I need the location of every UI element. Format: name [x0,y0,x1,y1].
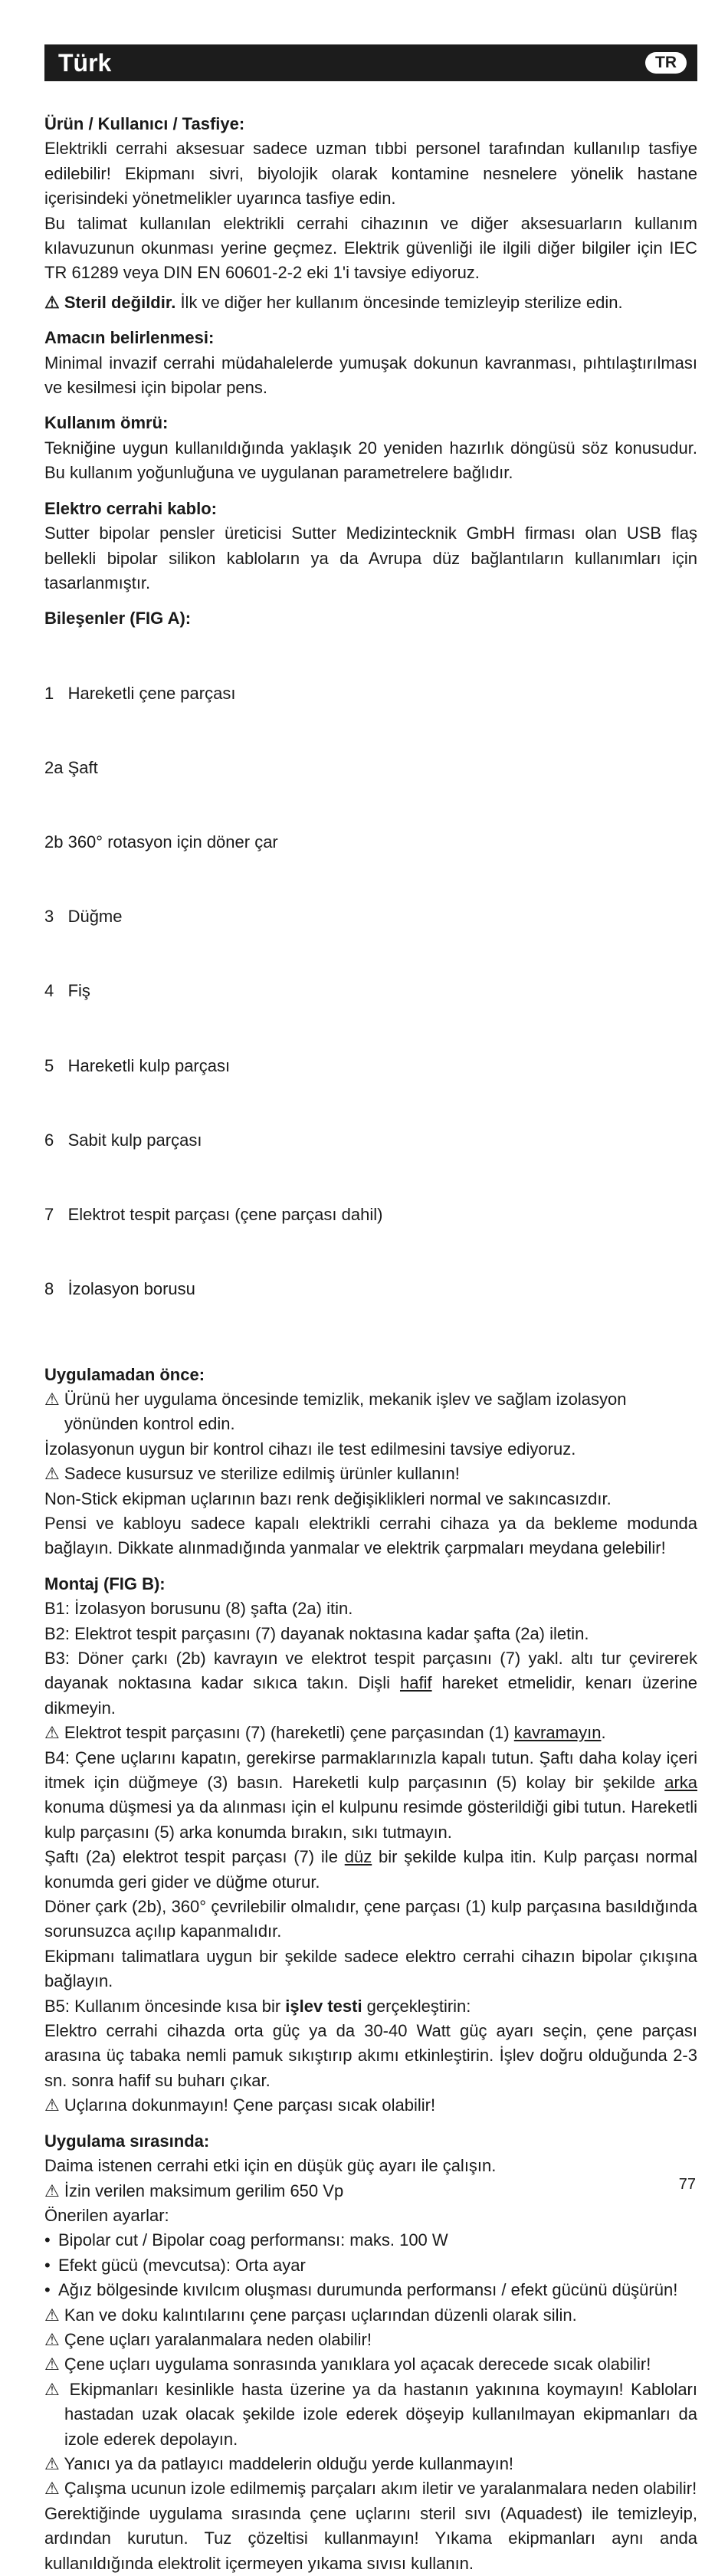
step-text: B3: Döner çarkı (2b) kavrayın ve elektrot tespit parçasını (7) yakl. altı tur çevirerek dayanak noktasına kadar sıkıca takın. Dişli [44,1648,697,1693]
warning-paragraph: ⚠ Çalışma ucunun izole edilmemiş parçaları akım iletir ve yaralanmalara neden olabilir! [44,2479,697,2499]
warning-paragraph: ⚠ Sadece kusursuz ve sterilize edilmiş ürünler kullanın! [44,1464,460,1484]
warning-paragraph: ⚠ Kan ve doku kalıntılarını çene parçası uçlarından düzenli olarak silin. [44,2305,577,2325]
paragraph: Daima istenen cerrahi etki için en düşük güç ayarı ile çalışın. [44,2156,497,2176]
warning-paragraph: ⚠ Ekipmanları kesinlikle hasta üzerine ya da hastanın yakınına koymayın! Kabloları hastadan uzak olacak şekilde izole ederek döşeyip kullanılmayan ekipmanları da izole ederek depolayın. [44,2379,697,2449]
paragraph: Bu talimat kullanılan elektrikli cerrahi cihazının ve diğer aksesuarların kullanım kılavuzunun okunması yerine geçmez. Elektrik güvenliği ile ilgili diğer bilgiler için IEC TR 61289 veya DIN EN 60601-2-2 eki 1'i tavsiye ediyoruz. [44,213,697,283]
list-item: 7 Elektrot tespit parçası (çene parçası dahil) [44,1205,383,1225]
section-during-use [44,2129,697,2576]
paragraph: Önerilen ayarlar: [44,2205,169,2225]
section-heading: Bileşenler (FIG A): [44,609,192,628]
section-assembly [44,1572,697,2118]
paragraph-text: Şaftı (2a) elektrot tespit parçası (7) ile [44,1847,345,1867]
list-item: 1 Hareketli çene parçası [44,683,236,703]
list-item: • Efekt gücü (mevcutsa): Orta ayar [44,2253,697,2278]
paragraph: Ekipmanı talimatlara uygun bir şekilde sadece elektro cerrahi cihazın bipolar çıkışına bağlayın. [44,1946,697,1991]
section-electrosurgical-cable [44,497,697,596]
warning-text: . [601,1723,606,1743]
section-product-user-disposal [44,112,697,315]
list-item: 2b 360° rotasyon için döner çar [44,832,278,852]
language-header-bar [44,44,697,81]
paragraph: Pensi ve kabloyu sadece kapalı elektrikli cerrahi cihaza ya da bekleme modunda bağlayın. Dikkate alınmadığında yanmalar ve elektrik çarpmaları meydana gelebilir! [44,1513,697,1558]
warning-paragraph: ⚠ Çene uçları yaralanmalara neden olabilir! [44,2329,372,2349]
component-list [44,632,697,1352]
list-item: • Bipolar cut / Bipolar coag performansı: maks. 100 W [44,2228,697,2253]
warning-paragraph: ⚠ Çene uçları uygulama sonrasında yanıklara yol açacak derecede sıcak olabilir! [44,2354,651,2374]
language-title: Türk [58,49,112,77]
list-item: 4 Fiş [44,981,90,1001]
warning-bold-text: ⚠ Steril değildir. [44,292,176,312]
step-b3 [44,1646,697,1721]
list-item: 6 Sabit kulp parçası [44,1130,202,1150]
underlined-text: hafif [399,1673,432,1693]
warning-paragraph: ⚠ İzin verilen maksimum gerilim 650 Vp [44,2181,344,2200]
section-components [44,606,697,1351]
section-heading: Montaj (FIG B): [44,1573,166,1593]
paragraph: İzolasyonun uygun bir kontrol cihazı ile test edilmesini tavsiye ediyoruz. [44,1439,576,1459]
section-heading: Amacın belirlenmesi: [44,328,215,348]
warning-paragraph: ⚠ Uçlarına dokunmayın! Çene parçası sıcak olabilir! [44,2095,436,2115]
warning-text: İlk ve diğer her kullanım öncesinde temizleyip sterilize edin. [175,292,623,312]
step-b4 [44,1746,697,1846]
paragraph: Tekniğine uygun kullanıldığında yaklaşık 20 yeniden hazırlık döngüsü söz konusudur. Bu kullanım yoğunluğuna ve uygulanan parametrelere bağlıdır. [44,438,697,483]
paragraph: Elektrikli cerrahi aksesuar sadece uzman tıbbi personel tarafından kullanılıp tasfiye edilebilir! Ekipmanı sivri, biyolojik olarak kontamine nesnelere yönelik hastane içerisindeki yönetmelikler uyarınca tasfiye edin. [44,139,697,208]
section-service-life [44,411,697,485]
step-b5 [44,1994,697,2019]
section-intended-use [44,326,697,400]
list-item: 8 İzolasyon borusu [44,1279,195,1299]
paragraph: Elektro cerrahi cihazda orta güç ya da 30-40 Watt güç ayarı seçin, çene parçası arasına üç tabaka nemli pamuk sıkıştırıp akımı etkinleştirin. İşlev doğru olduğunda 2-3 sn. sonra hafif su buharı çıkar. [44,2021,697,2090]
section-heading: Ürün / Kullanıcı / Tasfiye: [44,114,245,133]
underlined-text: düz [344,1847,372,1867]
section-heading: Uygulama sırasında: [44,2131,210,2151]
warning-paragraph: ⚠ Ürünü her uygulama öncesinde temizlik, mekanik işlev ve sağlam izolasyon yönünden kontrol edin. [44,1389,627,1434]
list-item: 3 Düğme [44,907,123,927]
step-text: konuma düşmesi ya da alınması için el kulpunu resimde gösterildiği gibi tutun. Hareketli kulp parçasını (5) arka konumda bırakın, sıkı tutmayın. [44,1797,697,1842]
step-text: gerçekleştirin: [362,1996,471,2016]
section-heading: Kullanım ömrü: [44,413,169,433]
step-text: B5: Kullanım öncesinde kısa bir [44,1996,286,2016]
warning-not-sterile [44,290,697,315]
paragraph: Döner çark (2b), 360° çevrilebilir olmalıdır, çene parçası (1) kulp parçasına basıldığında sorunsuzca açılıp kapanmalıdır. [44,1897,697,1941]
step-b2: B2: Elektrot tespit parçasını (7) dayanak noktasına kadar şafta (2a) iletin. [44,1623,589,1643]
bold-text: işlev testi [285,1996,362,2016]
paragraph: Non-Stick ekipman uçlarının bazı renk değişiklikleri normal ve sakıncasızdır. [44,1488,612,1508]
paragraph-text: bir şekilde kulpa itin. Kulp parçası normal konumda geri gider ve düğme oturur. [44,1847,697,1892]
warning-paragraph: ⚠ Yanıcı ya da patlayıcı maddelerin olduğu yerde kullanmayın! [44,2453,514,2473]
document-body [44,112,697,2576]
step-text: hareket etmelidir, kenarı üzerine dikmeyin. [44,1673,697,1718]
page-number: 77 [678,2176,696,2193]
paragraph: Minimal invazif cerrahi müdahalelerde yumuşak dokunun kavranması, pıhtılaştırılması ve kesilmesi için bipolar pens. [44,353,697,398]
underlined-text: arka [664,1773,697,1792]
paragraph: Gerektiğinde uygulama sırasında çene uçlarını steril sıvı (Aquadest) ile temizleyip, ardından kurutun. Tuz çözeltisi kullanmayın! Yıkama ekipmanları aynı anda kullanıldığında elektrolit içermeyen yıkama sıvısı kullanın. [44,2503,697,2573]
warning-text: ⚠ Elektrot tespit parçasını (7) (hareketli) çene parçasından (1) [44,1723,514,1743]
country-code-badge: TR [645,52,687,74]
settings-list [44,2228,697,2302]
paragraph [44,1845,697,1895]
underlined-text: kavramayın [513,1723,602,1743]
section-before-use [44,1363,697,1561]
step-b1: B1: İzolasyon borusunu (8) şafta (2a) itin. [44,1599,353,1619]
list-item: 5 Hareketli kulp parçası [44,1055,231,1075]
step-text: B4: Çene uçlarını kapatın, gerekirse parmaklarınızla kapalı tutun. Şaftı daha kolay içeri itmek için düğmeye (3) basın. Hareketli kulp parçasının (5) kolay bir şekilde [44,1747,697,1792]
section-heading: Uygulamadan önce: [44,1364,205,1384]
section-heading: Elektro cerrahi kablo: [44,498,217,518]
list-item: 2a Şaft [44,757,98,777]
paragraph: Sutter bipolar pensler üreticisi Sutter Medizintecknik GmbH firması olan USB flaş bellekli bipolar silikon kabloların ya da Avrupa düz bağlantıların kullanımları için tasarlanmıştır. [44,523,697,592]
list-item: • Ağız bölgesinde kıvılcım oluşması durumunda performansı / efekt gücünü düşürün! [44,2278,697,2302]
warning-paragraph [44,1721,697,1745]
